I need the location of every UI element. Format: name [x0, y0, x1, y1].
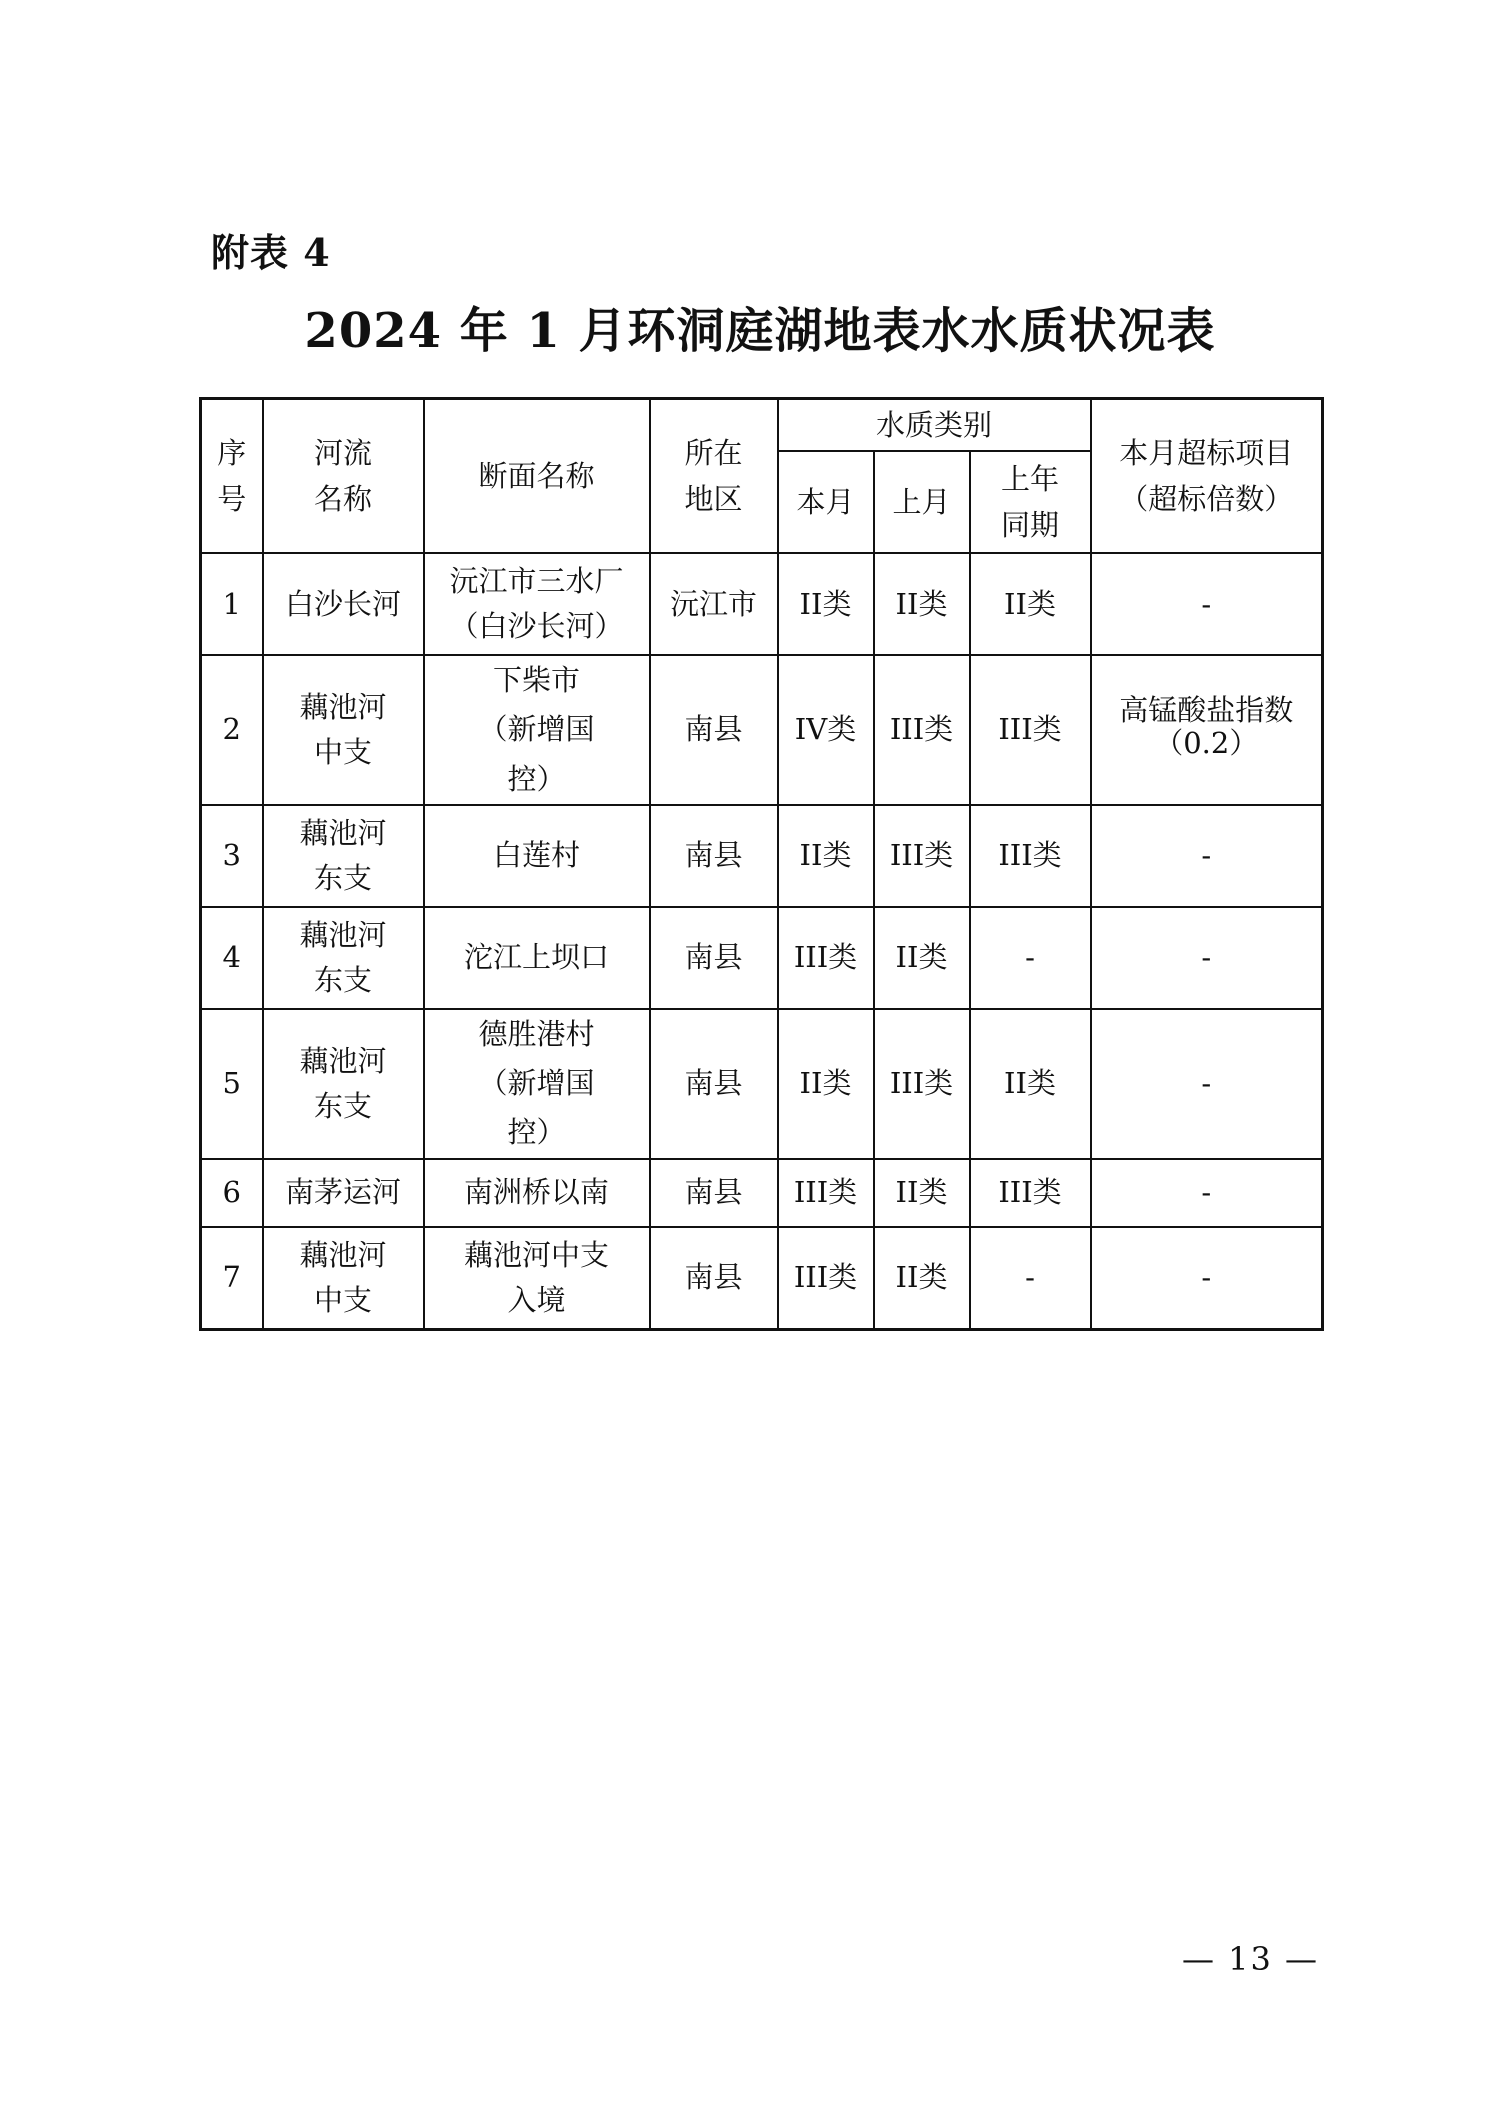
cell-region: 沅江市: [650, 553, 778, 655]
cell-region: 南县: [650, 1159, 778, 1227]
cell-last-year: III类: [970, 805, 1091, 907]
header-last-year: 上年同期: [970, 451, 1091, 553]
cell-region: 南县: [650, 805, 778, 907]
table-row: [201, 805, 1323, 907]
cell-seq: 5: [201, 1009, 263, 1159]
cell-river: 藕池河中支: [263, 1227, 424, 1330]
cell-exceed: 高锰酸盐指数（0.2）: [1091, 655, 1323, 805]
cell-this-month: II类: [778, 553, 874, 655]
cell-last-month: II类: [874, 907, 970, 1009]
table-row: [201, 1009, 1323, 1159]
cell-last-year: III类: [970, 655, 1091, 805]
table-row: [201, 553, 1323, 655]
page-title: 2024 年 1 月环洞庭湖地表水水质状况表: [304, 303, 1216, 359]
table-row: [201, 1159, 1323, 1227]
cell-last-month: III类: [874, 1009, 970, 1159]
cell-section: 白莲村: [424, 805, 650, 907]
cell-seq: 4: [201, 907, 263, 1009]
cell-region: 南县: [650, 1227, 778, 1330]
cell-region: 南县: [650, 1009, 778, 1159]
cell-last-month: II类: [874, 1159, 970, 1227]
cell-this-month: IV类: [778, 655, 874, 805]
appendix-label: 附表 4: [211, 230, 331, 275]
cell-region: 南县: [650, 907, 778, 1009]
cell-river: 白沙长河: [263, 553, 424, 655]
header-seq: 序号: [201, 399, 263, 554]
cell-river: 藕池河东支: [263, 907, 424, 1009]
cell-exceed: -: [1091, 553, 1323, 655]
cell-last-year: II类: [970, 553, 1091, 655]
cell-last-year: -: [970, 907, 1091, 1009]
header-last-month: 上月: [874, 451, 970, 553]
cell-seq: 1: [201, 553, 263, 655]
cell-seq: 2: [201, 655, 263, 805]
cell-exceed: -: [1091, 907, 1323, 1009]
cell-river: 藕池河东支: [263, 805, 424, 907]
cell-section: 下柴市（新增国控）: [424, 655, 650, 805]
cell-seq: 3: [201, 805, 263, 907]
header-section: 断面名称: [424, 399, 650, 554]
table-row: [201, 1227, 1323, 1330]
cell-exceed: -: [1091, 1227, 1323, 1330]
cell-last-year: -: [970, 1227, 1091, 1330]
cell-last-month: III类: [874, 805, 970, 907]
page-number: — 13 —: [1181, 1940, 1319, 1978]
table-row: [201, 655, 1323, 805]
header-exceed: 本月超标项目（超标倍数）: [1091, 399, 1323, 554]
cell-section: 德胜港村（新增国控）: [424, 1009, 650, 1159]
cell-this-month: II类: [778, 1009, 874, 1159]
cell-section: 沅江市三水厂（白沙长河）: [424, 553, 650, 655]
cell-region: 南县: [650, 655, 778, 805]
header-category: 水质类别: [778, 399, 1091, 452]
cell-seq: 6: [201, 1159, 263, 1227]
cell-this-month: II类: [778, 805, 874, 907]
cell-this-month: III类: [778, 907, 874, 1009]
cell-last-month: II类: [874, 553, 970, 655]
cell-river: 南茅运河: [263, 1159, 424, 1227]
cell-exceed: -: [1091, 1009, 1323, 1159]
cell-river: 藕池河东支: [263, 1009, 424, 1159]
cell-exceed: -: [1091, 1159, 1323, 1227]
cell-last-year: II类: [970, 1009, 1091, 1159]
header-this-month: 本月: [778, 451, 874, 553]
cell-river: 藕池河中支: [263, 655, 424, 805]
cell-exceed: -: [1091, 805, 1323, 907]
header-region: 所在地区: [650, 399, 778, 554]
table-row: [201, 907, 1323, 1009]
cell-seq: 7: [201, 1227, 263, 1330]
cell-last-month: III类: [874, 655, 970, 805]
header-river: 河流名称: [263, 399, 424, 554]
cell-this-month: III类: [778, 1159, 874, 1227]
cell-section: 南洲桥以南: [424, 1159, 650, 1227]
cell-section: 藕池河中支入境: [424, 1227, 650, 1330]
cell-last-year: III类: [970, 1159, 1091, 1227]
cell-last-month: II类: [874, 1227, 970, 1330]
cell-section: 沱江上坝口: [424, 907, 650, 1009]
cell-this-month: III类: [778, 1227, 874, 1330]
water-quality-table: [199, 397, 1324, 1331]
